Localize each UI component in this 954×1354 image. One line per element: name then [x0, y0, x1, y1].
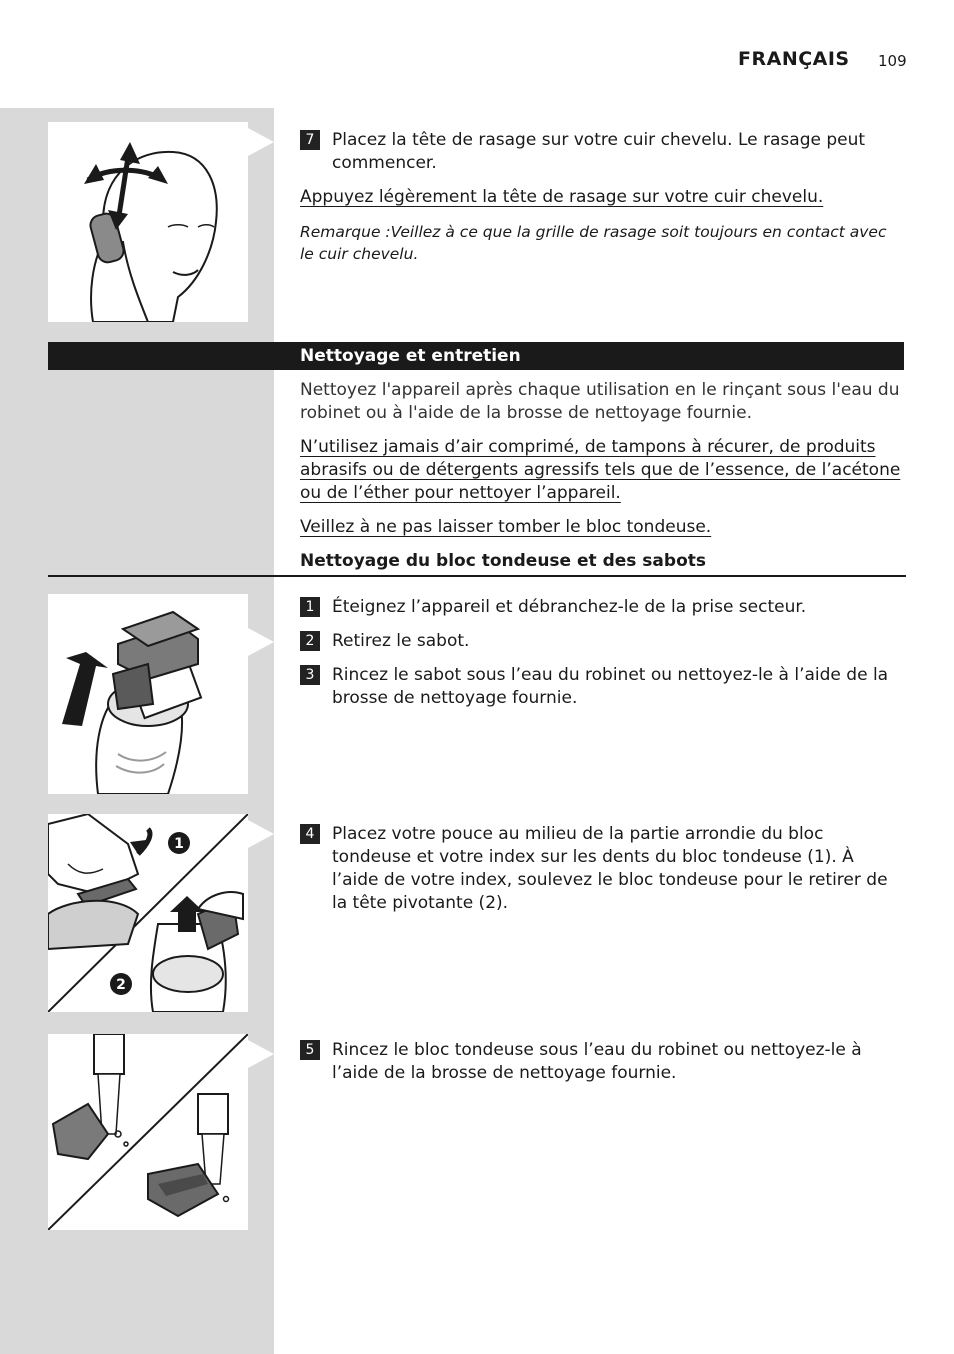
- emphasis-text: Appuyez légèrement la tête de rasage sur votre cuir chevelu.: [300, 187, 824, 207]
- divider-rule: [48, 575, 906, 577]
- figure-pointer: [248, 820, 274, 848]
- step-text: Rincez le sabot sous l’eau du robinet ou nettoyez-le à l’aide de la brosse de nettoyage fournie.: [332, 665, 889, 708]
- step-text: Rincez le bloc tondeuse sous l’eau du robinet ou nettoyez-le à l’aide de la brosse de nettoyage fournie.: [332, 1040, 862, 1083]
- step-text: Éteignez l’appareil et débranchez-le de la prise secteur.: [332, 597, 807, 617]
- section-title: Nettoyage et entretien: [300, 346, 521, 366]
- step-2: [300, 630, 904, 653]
- subsection-title: Nettoyage du bloc tondeuse et des sabots: [300, 551, 706, 571]
- step-5: [300, 1039, 904, 1085]
- callout-label-1: 1: [174, 836, 184, 852]
- step-number: 2: [300, 631, 320, 651]
- figure-pointer: [248, 628, 274, 656]
- illustration-remove-trimmer: [48, 814, 248, 1012]
- step-1: [300, 596, 904, 619]
- illustration-head-shaving: [48, 122, 248, 322]
- step-number: 7: [300, 130, 320, 150]
- section-intro: Nettoyez l'appareil après chaque utilisation en le rinçant sous l'eau du robinet ou à l'aide de la brosse de nettoyage fournie.: [300, 380, 900, 423]
- warning-text-1: N’utilisez jamais d’air comprimé, de tampons à récurer, de produits abrasifs ou de détergents agressifs tels que de l’essence, de l’acétone ou de l’éther pour nettoyer l’appareil.: [300, 437, 901, 503]
- step-number: 1: [300, 597, 320, 617]
- page-number: 109: [878, 52, 907, 70]
- step-text: Placez la tête de rasage sur votre cuir chevelu. Le rasage peut commencer.: [332, 130, 866, 173]
- callout-label-2: 2: [116, 977, 126, 993]
- step-3: [300, 664, 904, 710]
- figure-pointer: [248, 128, 274, 156]
- step-number: 5: [300, 1040, 320, 1060]
- illustration-rinse-trimmer: [48, 1034, 248, 1230]
- step-text: Placez votre pouce au milieu de la partie arrondie du bloc tondeuse et votre index sur les dents du bloc tondeuse (1). À l’aide de votre index, soulevez le bloc tondeuse pour le retirer de la tête pivotante (2).: [332, 824, 888, 913]
- step-4: [300, 823, 904, 915]
- step-number: 4: [300, 824, 320, 844]
- language-header: FRANÇAIS: [738, 48, 850, 70]
- illustration-remove-comb: [48, 594, 248, 794]
- figure-pointer: [248, 1040, 274, 1068]
- note-text: Remarque :Veillez à ce que la grille de rasage soit toujours en contact avec le cuir chevelu.: [300, 223, 887, 263]
- step-text: Retirez le sabot.: [332, 631, 470, 651]
- step-7: [300, 129, 904, 175]
- step-number: 3: [300, 665, 320, 685]
- warning-text-2: Veillez à ne pas laisser tomber le bloc tondeuse.: [300, 517, 712, 537]
